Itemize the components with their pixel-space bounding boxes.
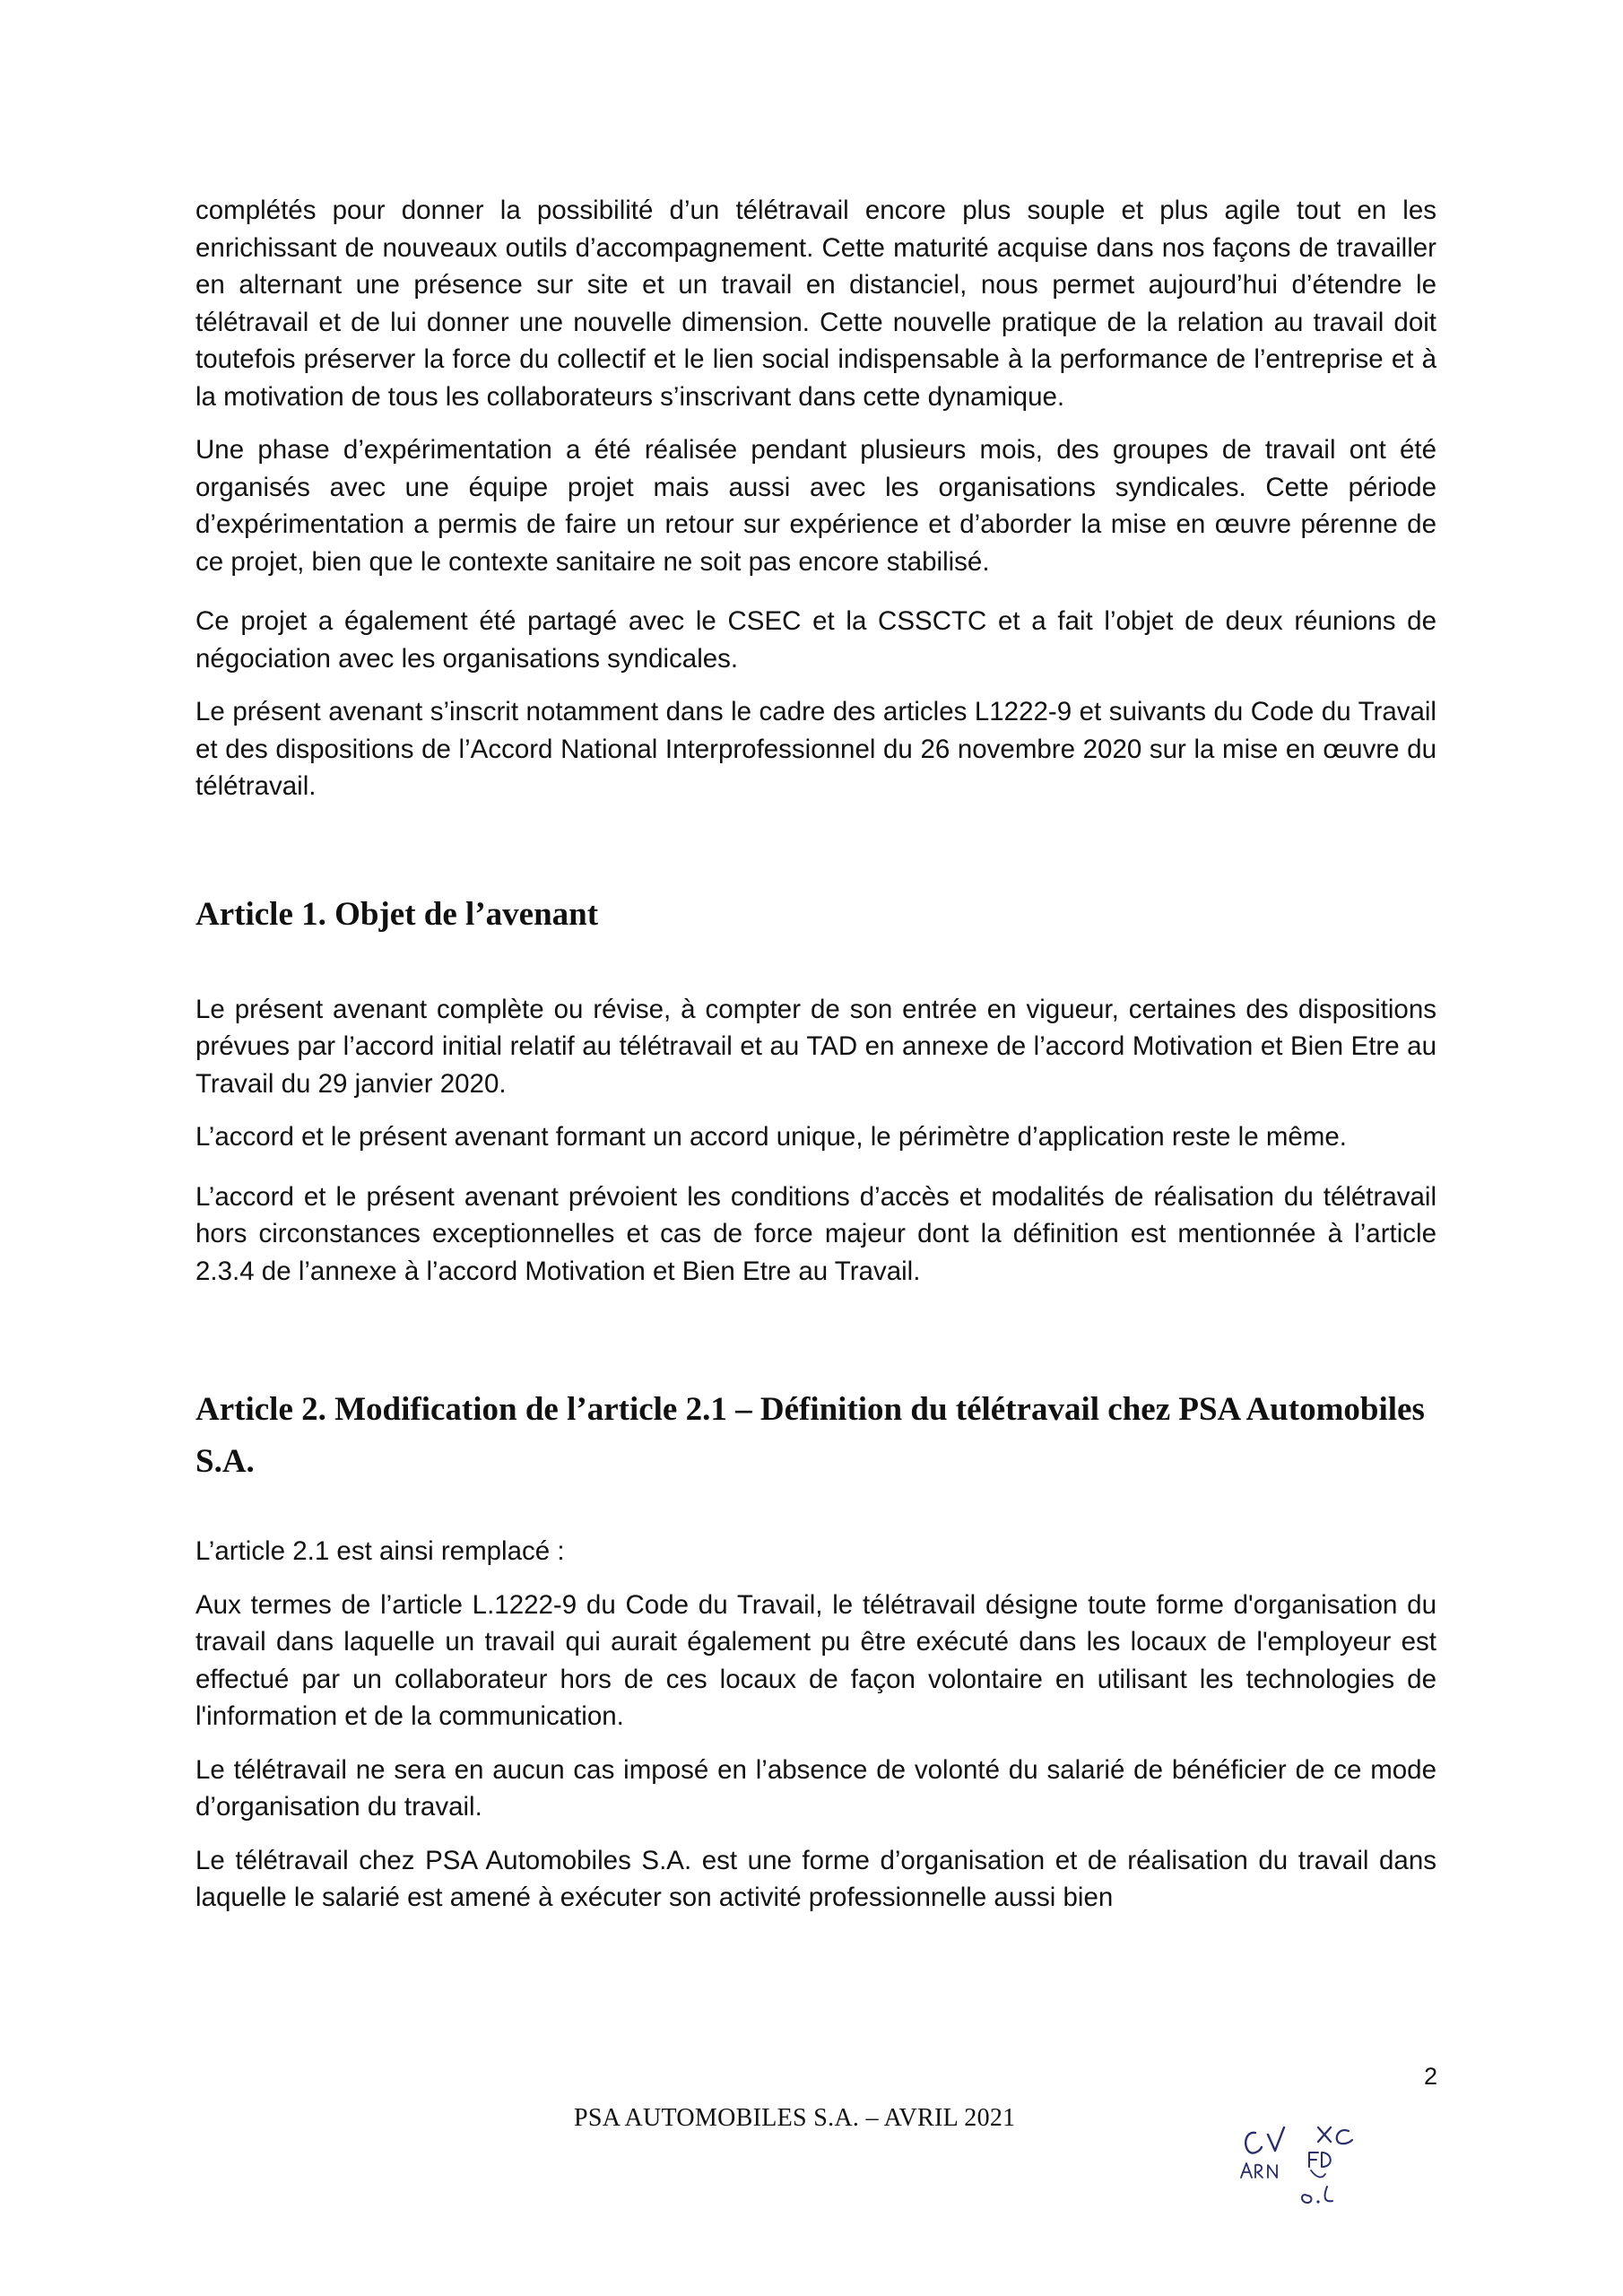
paragraph-article-2-replaced: L’article 2.1 est ainsi remplacé : [195, 1536, 565, 1566]
footer-company-date: PSA AUTOMOBILES S.A. – AVRIL 2021 [574, 2104, 1016, 2132]
paragraph-csec: Ce projet a également été partagé avec le CSEC et la CSSCTC et a fait l’objet de deux réunions de négociation avec les organisations syndicales. [195, 606, 1436, 674]
paragraph-experimentation: Une phase d’expérimentation a été réalisée pendant plusieurs mois, des groupes de travail ont été organisés avec une équipe projet mais aussi avec les organisations syndicales. Cette période d’expérimentation a permis de faire un retour sur expérience et d’aborder la mise en œuvre pérenne de ce projet, bien que le contexte sanitaire ne soit pas encore stabilisé. [195, 435, 1436, 577]
paragraph-legal-framework: Le présent avenant s’inscrit notamment dans le cadre des articles L1222-9 et suivants du Code du Travail et des dispositions de l’Accord National Interprofessionnel du 26 novembre 2020 sur la mise en œuvre du télétravail. [195, 697, 1436, 801]
heading-article-2: Article 2. Modification de l’article 2.1 – Définition du télétravail chez PSA Automobiles S.A. [195, 1391, 1425, 1480]
page-number: 2 [1424, 2063, 1438, 2090]
paragraph-article-1-conditions: L’accord et le présent avenant prévoient les conditions d’accès et modalités de réalisation du télétravail hors circonstances exceptionnelles et cas de force majeur dont la définition est mentionnée à l’article 2.3.4 de l’annexe à l’accord Motivation et Bien Etre au Travail. [195, 1181, 1436, 1286]
heading-article-1: Article 1. Objet de l’avenant [195, 895, 599, 933]
page-body [195, 192, 1436, 1917]
paragraph-article-2-voluntary: Le télétravail ne sera en aucun cas imposé en l’absence de volonté du salarié de bénéficier de ce mode d’organisation du travail. [195, 1754, 1436, 1822]
handwritten-initials [1236, 2113, 1397, 2212]
paragraph-intro-continuation: complétés pour donner la possibilité d’un télétravail encore plus souple et plus agile tout en les enrichissant de nouveaux outils d’accompagnement. Cette maturité acquise dans nos façons de travailler en alternant une présence sur site et un travail en distanciel, nous permet aujourd’hui d’étendre le télétravail et de lui donner une nouvelle dimension. Cette nouvelle pratique de la relation au travail doit toutefois préserver la force du collectif et le lien social indispensable à la performance de l’entreprise et à la motivation de tous les collaborateurs s’inscrivant dans cette dynamique. [195, 196, 1436, 412]
paragraph-article-1-unique: L’accord et le présent avenant formant un accord unique, le périmètre d’application reste le même. [195, 1122, 1347, 1152]
paragraph-article-1-scope: Le présent avenant complète ou révise, à compter de son entrée en vigueur, certaines des dispositions prévues par l’accord initial relatif au télétravail et au TAD en annexe de l’accord Motivation et Bien Etre au Travail du 29 janvier 2020. [195, 994, 1436, 1099]
paragraph-article-2-definition: Aux termes de l’article L.1222-9 du Code du Travail, le télétravail désigne toute forme d'organisation du travail dans laquelle un travail qui aurait également pu être exécuté dans les locaux de l'employeur est effectué par un collaborateur hors de ces locaux de façon volontaire en utilisant les technologies de l'information et de la communication. [195, 1589, 1436, 1731]
paragraph-article-2-psa: Le télétravail chez PSA Automobiles S.A. est une forme d’organisation et de réalisation du travail dans laquelle le salarié est amené à exécuter son activité professionnelle aussi bien [195, 1845, 1436, 1912]
